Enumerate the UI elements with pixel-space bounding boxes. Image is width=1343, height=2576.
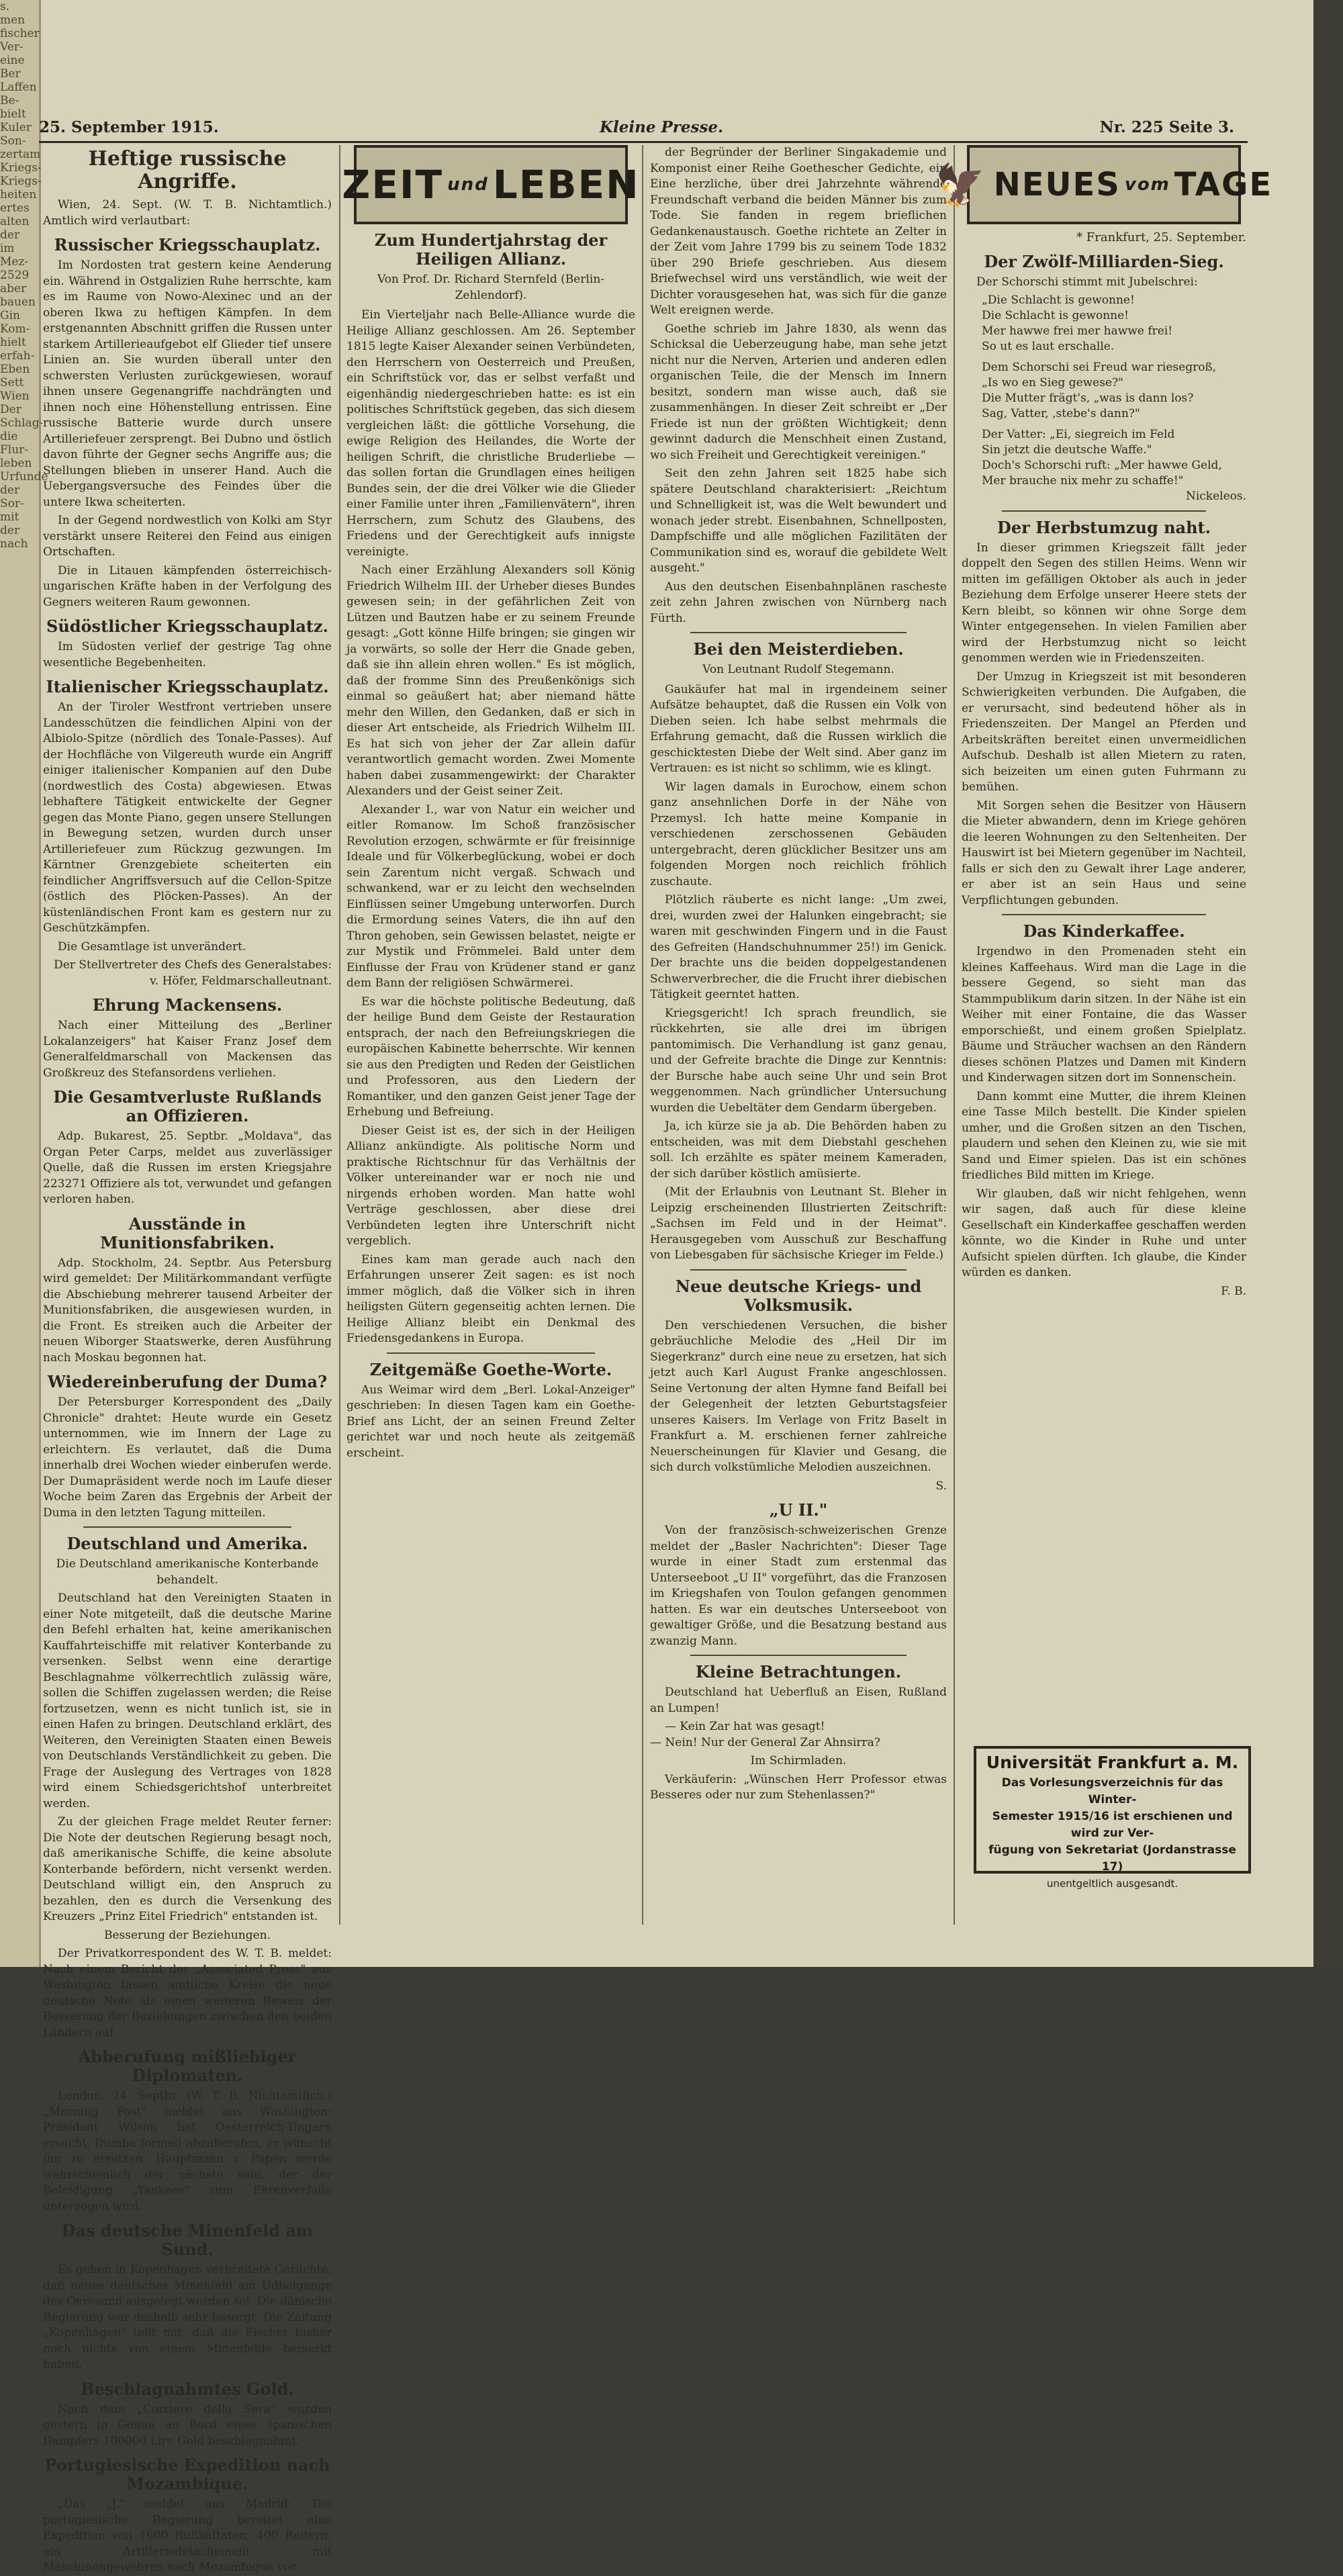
article-text: Im Nordosten trat gestern keine Aenderung ein. Während in Ostgalizien Ruhe herrschte, kam es im Raume von Nowo-Alexinec und an der oberen Ikwa zu heftigen Kämpfen. In dem erstgenannten Abschnitt griffen die Russen unter starkem Artillerieaufgebot elf Glieder tief unsere Linien an. Sie wurden überall unter den schwersten Verlusten zurückgewiesen, worauf ihnen unsere Gegenangriffe nachdrängten und ihnen noch eine Höhenstellung entrissen. Eine russische Batterie wurde durch unsere Artilleriefeuer zersprengt. Bei Dubno und östlich davon führte der Gegner sechs Angriffe aus; die Stellungen blieben in unserer Hand. Auch die Uebergangsversuche des Feindes über die untere Ikwa scheiterten. [43, 259, 332, 509]
page-edge [1313, 0, 1343, 1967]
gutter-fragment: zertam [0, 148, 41, 161]
article-title: Zeitgemäße Goethe-Worte. [369, 1359, 612, 1379]
gutter-fragment: Eben [0, 363, 30, 376]
byline: Von Leutnant Rudolf Stegemann. [702, 663, 894, 676]
ad-title: Universität Frankfurt a. M. [986, 1753, 1239, 1772]
gutter-fragment: bielt [0, 107, 26, 121]
article-text: Der Privatkorrespondent des W. T. B. meldet: Nach einem Bericht der „Associated Press" aus Washington fassen amtliche Kreise die neue deutsche Note als einen weiteren Beweis der Besserung der Beziehungen zwischen den beiden Ländern auf. [43, 1947, 332, 2039]
gutter-fragment: die [0, 430, 18, 443]
separator [1002, 510, 1206, 512]
article-text: Nach einer Erzählung Alexanders soll König Friedrich Wilhelm III. der Urheber dieses Bundes gewesen sein; in der gefährlichen Zeit von Lützen und Bautzen habe er zu seinem Freunde gesagt: „Gott könne Hilfe bringen; sie gingen wir ja vorwärts, so solle der Herr die Gnade geben, daß sie ihn allein ehren wollen." Es ist möglich, daß der fromme Sinn des Preußenkönigs sich einmal so geäußert hat; aber niemand hätte mehr den Willen, den Gedanken, daß er sich in dieser Art entscheide, als Friedrich Wilhelm III. Es hat sich von jeher der Zar allein dafür verantwortlich gemacht worden. Zwei Momente haben dabei zusammengewirkt: der Charakter Alexanders und der Geist seiner Zeit. [346, 563, 635, 798]
gutter-fragment: Schlag- [0, 416, 44, 430]
gutter-fragment: men [0, 13, 26, 27]
article-text: (Mit der Erlaubnis von Leutnant St. Bleher in Leipzig erscheinenden Illustrierten Zeitschrift: „Sachsen im Feld und in der Heimat". Herausgegeben vom Ausschuß zur Beschaffung von Liebesgaben für sächsische Krieger im Felde.) [650, 1185, 947, 1262]
gutter-fragment: Son- [0, 134, 26, 148]
gutter-fragment: im [0, 242, 15, 255]
signature: F. B. [1221, 1284, 1246, 1298]
gutter-fragment: mit [0, 510, 19, 524]
section-title: Portugiesische Expedition nach Mozambique. [44, 2455, 330, 2493]
article-text: In dieser grimmen Kriegszeit fällt jeder doppelt den Segen des stillen Heims. Wenn wir mitten im gefälligen Oktober als auch in jeder Beziehung dem Erfolge unserer Heere stets der Kern bleibt, so können wir ohne Sorge dem Winter entgegensehen. In vielen Familien aber wird der Herbstumzug nicht so leicht genommen werden wie in Friedenszeiten. [962, 541, 1246, 665]
gutter-fragment: der [0, 524, 20, 537]
masthead-zeit-und-leben: ZEIT und LEBEN [354, 145, 628, 224]
article-text: Die Gesamtlage ist unverändert. [58, 939, 246, 954]
article-text: Alexander I., war von Natur ein weicher und eitler Romanow. Im Schoß französischer Revolution erzogen, schwärmte er für freisinnige Ideale und für Völkerbeglückung, wobei er doch sein Zarentum nicht vergaß. Schwach und schwankend, war er zu leicht den wechselnden Einflüssen seiner Umgebung unterworfen. Durch die Ermordung seines Vaters, die ihn auf den Thron gehoben, sein Gewissen belastet, neigte er zur Mystik und Frömmelei. Bald unter dem Einflusse der Frau von Krüdener stand er ganz dem Bann der religiösen Schwärmerei. [346, 802, 635, 990]
separator [690, 1655, 907, 1656]
separator [387, 1352, 595, 1354]
poem-stanza: „Die Schlacht is gewonne! Die Schlacht is gewonne! Mer hawwe frei mer hawwe frei! So ut es laut erschalle. [982, 293, 1173, 353]
gutter-fragment: fischer [0, 27, 40, 40]
article-text: Goethe schrieb im Jahre 1830, als wenn das Schicksal die Ueberzeugung habe, man sehe jetzt nicht nur die Nerven, Arterien und anderen edlen organischen Teile, die der Mensch im Innern besitzt, sondern man wisse auch, daß sie zusammenhängen. In dieser Zeit schreibt er „Der Friede ist nun der größten Wichtigkeit; denn gewinnt dadurch die Menschheit einen Zustand, wo sich Freiheit und Gerechtigkeit vereinigen." [650, 322, 947, 462]
section-title: Das deutsche Minenfeld am Sund. [61, 2221, 314, 2259]
gutter-fragment: Urfunde [0, 470, 48, 484]
article-text: Es gehen in Kopenhagen verbreitete Gerüchte, daß neues deutsches Minenfeld am Udbelgange des Oeresund ausgelegt worden sei. Die dänische Regierung war deshalb sehr besorgt. Die Zeitung „Kopenhagen" teilt mit, daß die Fischer bisher noch nichts von einem Minenfelde bemerkt haben. [43, 2263, 332, 2371]
section-title: Ehrung Mackensens. [92, 995, 283, 1015]
poem-stanza: Dem Schorschi sei Freud war riesegroß, „Is wo en Sieg gewese?" Die Mutter frägt's, „was is dann los? Sag, Vatter, ,stebe's dann?" [982, 361, 1217, 420]
article-text: Aus Weimar wird dem „Berl. Lokal-Anzeiger" geschrieben: In diesen Tagen kam ein Goethe-Brief ans Licht, der an seinen Freund Zelter gerichtet war und noch heute als zeitgemäß erscheint. [346, 1383, 635, 1460]
article-text: Aus den deutschen Eisenbahnplänen rascheste zeit zehn Jahren zwischen von Nürnberg nach Fürth. [650, 580, 947, 625]
gutter-fragment: Ber [0, 67, 21, 81]
university-advertisement [974, 1746, 1251, 1890]
separator [83, 1526, 291, 1528]
gutter-fragment: bauen [0, 295, 36, 309]
ad-line: Das Vorlesungsverzeichnis für das Winter- [1001, 1776, 1223, 1806]
gutter-fragment: s. [0, 0, 10, 13]
column-2 [342, 145, 640, 1945]
article-text: London, 24. Septbr. (W. T. B. Nichtamtlich.) „Morning Post" meldet aus Washington: Präsident Wilson hat Oesterreich-Ungarn ersucht, Dumba formell abzuberufen, er wünscht ihn zu ersetzen. Hauptmann v. Papen werde wahrscheinlich der nächste sein, der der Beleidigung „Yankees" zum Ehrenverfalle unterzogen wird. [43, 2089, 332, 2213]
dateline: * Frankfurt, 25. September. [1076, 230, 1246, 244]
section-title: Russischer Kriegsschauplatz. [54, 235, 321, 255]
section-title: Ausstände in Munitionsfabriken. [100, 1213, 275, 1252]
gutter-fragment: Kriegs- [0, 161, 42, 175]
column-rule [339, 145, 340, 1925]
section-title: Die Gesamtverluste Rußlands an Offizieren. [53, 1087, 322, 1125]
section-title: Beschlagnahmtes Gold. [81, 2379, 294, 2399]
gutter-fragment: Wien [0, 389, 30, 403]
masthead-neues-vom-tage: 🦅 NEUES vom TAGE [967, 145, 1241, 224]
section-title: Abberufung mißliebiger Diplomaten. [78, 2047, 297, 2085]
gutter-fragment: heiten [0, 188, 37, 201]
separator [1002, 914, 1206, 915]
gutter-fragment: der [0, 484, 20, 497]
article-title: Bei den Meisterdieben. [693, 639, 904, 659]
gutter-fragment: aber [0, 282, 27, 295]
gutter-fragment: nach [0, 537, 28, 551]
eagle-icon: 🦅 [935, 161, 987, 209]
article-text: Plötzlich räuberte es nicht lange: „Um zwei, drei, wurden zwei der Halunken eingebracht; sie waren mit geschwinden Fingern und in die Faust des Gefreiten (Handschuhnummer 25!) im Genick. Der brachte uns die beiden doppelgestandenen Schwerverbrecher, die die Frucht ihrer diebischen Tätigkeit geerntet hatten. [650, 893, 947, 1001]
page-header [39, 118, 1248, 143]
article-text: — Kein Zar hat was gesagt! — Nein! Nur der General Zar Ahnsirra? [650, 1720, 880, 1749]
poem-stanza: Der Vatter: „Ei, siegreich im Feld Sin jetzt die deutsche Waffe." Doch's Schorschi ruft: „Mer hawwe Geld, Mer brauche nix mehr zu schaffe!" [982, 428, 1222, 488]
column-1 [43, 145, 332, 2574]
gutter-fragment: alten [0, 215, 30, 228]
column-rule [954, 145, 955, 1925]
article-text: Wir glauben, daß wir nicht fehlgehen, wenn wir sagen, daß auch für diese kleine Gesellschaft ein Kinderkaffee geschaffen werden könnte, wo die Kinder in Ruhe und unter Aufsicht spielen dürften. Ich glaube, die Kinder würden es danken. [962, 1187, 1246, 1279]
article-text: Kriegsgericht! Ich sprach freundlich, sie rückkehrten, sie alle drei im übrigen pantomimisch. Die Verhandlung ist ganz genau, und der Gefreite brachte die Dinge zur Kenntnis: der Bursche habe auch seine Uhr und sein Brot weggenommen. Nach gründlicher Untersuchung wurden die Uebeltäter dem Gendarm übergeben. [650, 1006, 947, 1115]
gutter-fragment: Sor- [0, 497, 24, 510]
article-text: Zu der gleichen Frage meldet Reuter ferner: Die Note der deutschen Regierung besagt noch, daß amerikanische Schiffe, die keine absolute Konterbande befördern, nicht versenkt werden. Deutschland willigt ein, den Anspruch zu bezahlen, den es durch die Versenkung des Kreuzers „Prinz Eitel Friedrich" entstanden ist. [43, 1815, 332, 1923]
header-date: 25. September 1915. [39, 118, 219, 136]
article-text: Die in Litauen kämpfenden österreichisch-ungarischen Kräfte haben in der Verfolgung des Gegners weiteren Raum gewonnen. [43, 563, 332, 609]
article-title: Der Zwölf-Milliarden-Sieg. [984, 251, 1224, 271]
article-text: Dann kommt eine Mutter, die ihrem Kleinen eine Tasse Milch bestellt. Die Kinder spielen umher, und die Großen sitzen an den Tischen, plaudern und sehen den Kleinen zu, wie sie mit Sand und Eimer spielen. Das ist ein schönes friedliches Bild mitten im Kriege. [962, 1089, 1246, 1182]
gutter-fragment: Kriegs- [0, 175, 42, 188]
gutter-fragment: Mez- [0, 255, 29, 269]
separator [690, 632, 907, 633]
article-text: Deutschland hat den Vereinigten Staaten in einer Note mitgeteilt, daß die deutsche Marine den Befehl erhalten hat, keine amerikanischen Kauffahrteischiffe mit relativer Konterbande zu versenken. Selbst wenn eine derartige Beschlagnahme völkerrechtlich zulässig wäre, sollen die Schiffen zugelassen werden; die Reise fortzusetzen, wenn es nicht tunlich ist, sie in einen Hafen zu bringen. Deutschland erklärt, des Weiteren, den Vereinigten Staaten einen Beweis von Deutschlands Verständlichkeit zu geben. Die Frage der Auslegung des Vertrages von 1828 wird einem Schiedsgerichtshof unterbreitet werden. [43, 1592, 332, 1810]
article-text: Dieser Geist ist es, der sich in der Heiligen Allianz ankündigte. Als politische Norm und praktische Richtschnur für das Verhältnis der Völker untereinander war er noch nie und nirgends erhoben worden. Man hatte wohl Verträge geschlossen, aber diese drei Verbündeten legten ihre Unterschrift nicht vergeblich. [346, 1123, 635, 1248]
article-text: Nach einer Mitteilung des „Berliner Lokalanzeigers" hat Kaiser Franz Josef dem Generalfeldmarschall von Mackensen das Großkreuz des Stefansordens verliehen. [43, 1019, 332, 1080]
gutter-fragment: ertes [0, 201, 30, 215]
article-text: Der Petersburger Korrespondent des „Daily Chronicle" drahtet: Heute wurde ein Gesetz unternommen, wie im Innern der Lage zu erleichtern. Es verlautet, daß die Duma innerhalb drei Wochen wieder einberufen werde. Der Dumapräsident werde noch im Laufe dieser Woche beim Zaren das Ergebnis der Arbeit der Duma in den letzten Tagung mitteilen. [43, 1395, 332, 1520]
article-text: In der Gegend nordwestlich von Kolki am Styr verstärkt unsere Reiterei den Feind aus einigen Ortschaften. [43, 514, 332, 559]
section-title: Südöstlicher Kriegsschauplatz. [46, 616, 328, 636]
article-title: Zum Hundertjahrstag der Heiligen Allianz. [374, 230, 608, 269]
left-page-gutter [0, 0, 48, 1967]
ad-line: unentgeltlich ausgesandt. [1046, 1878, 1178, 1890]
article-text: „Das „J." meldet aus Madrid: Die portugiesische Regierung bereitet eine Expedition von 1600 Rußkäftaten, 400 Reitern, ein Artilleriedetachement mit Maschinengewehren nach Mozambique vor. [43, 2497, 332, 2574]
column-3 [650, 145, 947, 1945]
gutter-fragment: Sett [0, 376, 24, 389]
article-text: Der Umzug in Kriegszeit ist mit besonderen Schwierigkeiten verbunden. Die Aufgaben, die er verursacht, sind bedeutend höher als in Friedenszeiten. Der Mangel an Pferden und Arbeitskräften bereitet einen unvermeidlichen Aufschub. Deshalb ist allen Mietern zu raten, sich beizeiten um einen guten Fuhrmann zu bemühen. [962, 670, 1246, 794]
section-title: Italienischer Kriegsschauplatz. [46, 677, 329, 696]
article-text: Im Südosten verlief der gestrige Tag ohne wesentliche Begebenheiten. [43, 640, 332, 670]
headline-russian-attacks: Heftige russische Angriffe. [88, 147, 287, 193]
article-title: „U II." [769, 1500, 828, 1520]
article-text: Eines kam man gerade auch nach den Erfahrungen unserer Zeit sagen: es ist noch immer möglich, daß die Völker sich in ihren heiligsten Gütern gegenseitig achten lernen. Die Heilige Allianz bleibt ein Denkmal des Friedensgedankens in Europa. [346, 1252, 635, 1345]
article-title: Kleine Betrachtungen. [695, 1662, 902, 1682]
article-text: Von der französisch-schweizerischen Grenze meldet der „Basler Nachrichten": Dieser Tage wurde in einer Stadt zum erstenmal das Unterseeboot „U II" vorgeführt, das die Franzosen im Kriegshafen von Toulon gefangen genommen hatten. Es war ein deutsches Unterseeboot von gewaltiger Größe, und die Besatzung bestand aus zwanzig Mann. [650, 1524, 947, 1648]
gutter-fragment: Gin [0, 309, 20, 322]
byline: Von Prof. Dr. Richard Sternfeld (Berlin-Zehlendorf). [377, 273, 605, 302]
column-4 [935, 145, 1273, 1737]
signature: Nickeleos. [1185, 490, 1246, 503]
signature: S. [935, 1479, 947, 1493]
subtitle: Im Schirmladen. [750, 1754, 847, 1767]
article-text: Deutschland hat Ueberfluß an Eisen, Rußland an Lumpen! [650, 1686, 947, 1715]
article-text: Adp. Stockholm, 24. Septbr. Aus Petersburg wird gemeldet: Der Militärkommandant verfügte die Abschiebung mehrerer tausend Arbeiter der Munitionsfabriken, die ausgewiesen wurden, in die Front. Es streiken auch die Arbeiter der neuen Wiborger Staatswerke, deren Ausführung nach Moskau begonnen hat. [43, 1256, 332, 1365]
gutter-fragment: Be- [0, 94, 19, 107]
column-rule [642, 145, 643, 1925]
gutter-fragment: leben [0, 457, 32, 470]
poem-intro: Der Schorschi stimmt mit Jubelschrei: [976, 275, 1198, 289]
article-title: Der Herbstumzug naht. [997, 517, 1211, 537]
gutter-fragment: Der [0, 403, 21, 416]
gutter-fragment: der [0, 228, 20, 242]
article-text: Wir lagen damals in Eurochow, einem schon ganz ansehnlichen Dorfe in der Nähe von Przemysl. Ich hatte meine Kompanie in verschiedenen zerschossenen Gebäuden untergebracht, deren glücklicher Besitzer uns am folgenden Morgen noch reichlich fröhlich zuschaute. [650, 780, 947, 888]
gutter-fragment: 2529 [0, 269, 30, 282]
subtitle: Die Deutschland amerikanische Konterbande behandelt. [56, 1557, 319, 1587]
section-title: Deutschland und Amerika. [66, 1534, 308, 1553]
article-text: Mit Sorgen sehen die Besitzer von Häusern die Mieter abwandern, denn im Kriege gehören die leeren Wohnungen zu den Seltenheiten. Der Hauswirt ist bei Mietern gegenüber im Nachteil, falls er sich den zu Gewalt ihrer Lage anderer, er aber ist an sein Haus und seine Verpflichtungen gebunden. [962, 798, 1246, 907]
article-text: Ein Vierteljahr nach Belle-Alliance wurde die Heilige Allianz geschlossen. Am 26. September 1815 legte Kaiser Alexander seinen Verbündeten, den Herrschern von Oesterreich und Preußen, ein Schriftstück vor, das er selbst verfaßt und eigenhändig niedergeschrieben hatte: es ist ein politisches Schriftstück gegeben, das sich diesem vergleichen läßt: die göttliche Vorsehung, die ewige Religion des Heilandes, die Worte der heiligen Schrift, die christliche Bruderliebe — das sollen fortan die Grundlagen eines heiligen Bundes sein, der die drei Völker wie die Glieder einer Familie unter ihren „Familienvätern", ihren Herrschern, zum Schutz des Glaubens, des Friedens und der Gerechtigkeit aufs innigste vereinigte. [346, 308, 635, 559]
header-newspaper-name: Kleine Presse. [600, 118, 724, 136]
article-text: Gaukäufer hat mal in irgendeinem seiner Aufsätze behauptet, daß die Russen ein Volk von Dieben seien. Ich habe selbst mehrmals die Erfahrung gemacht, daß die Russen wirklich die geschicktesten Diebe der Welt sind. Aber ganz im Vertrauen: es ist nicht so schlimm, wie es klingt. [650, 682, 947, 775]
article-text: Irgendwo in den Promenaden steht ein kleines Kaffeehaus. Wird man die Lage in die bessere Gegend, so sieht man das Stammpublikum darin sitzen. In der Nähe ist ein Weiher mit einer Fontaine, die das Wasser emporschießt, und einem großen Spielplatz. Bäume und Sträucher wachsen an den Rändern dieses schönen Platzes und Damen mit Kindern und Kinderwagen sitzen dort im Sonnenschein. [962, 945, 1246, 1085]
article-text: Es war die höchste politische Bedeutung, daß der heilige Bund dem Geiste der Restauration entsprach, der nach den Befreiungskriegen die europäischen Kabinette beherrschte. Wir kennen sie aus den Predigten und Reden der Geistlichen und Professoren, aus den Liedern der Romantiker, und den ganzen Geist jener Tage der Erhebung und Befreiung. [346, 995, 635, 1119]
gutter-fragment: Flur- [0, 443, 29, 457]
gutter-fragment: Ver- [0, 40, 24, 54]
article-title: Das Kinderkaffee. [1023, 921, 1185, 941]
article-text: der Begründer der Berliner Singakademie und Komponist einer Reihe Goethescher Gedichte, ein Eine herzliche, über drei Jahrzehnte währende Freundschaft verband die beiden Männer bis zum Tode. Sie fanden in regem brieflichen Gedankenaustausch. Goethe richtete an Zelter in der Zeit vom Jahre 1799 bis zu seinem Tode 1832 über 290 Briefe geschrieben. Aus diesem Briefwechsel wird uns verständlich, wie weit der Dichter vorausgesehen hat, was sich für die ganze Welt ereignen werde. [650, 146, 947, 317]
article-text: An der Tiroler Westfront vertrieben unsere Landesschützen die feindlichen Alpini von der Albiolo-Spitze (nördlich des Tonale-Passes). Auf der Hochfläche von Vilgereuth wurde ein Angriff einiger italienischer Kompanien auf den Dube (nordwestlich des Costa) abgewiesen. Etwas lebhaftere Tätigkeit entwickelte der Gegner gegen das Monte Piano, gegen unsere Stellungen in Bewegung setzen, wurden durch unser Artilleriefeuer zum Rückzug gezwungen. Im Kärntner Grenzgebiete scheiterten ein feindlicher Angriffsversuch auf die Cellon-Spitze (östlich des Plöcken-Passes). An der küstenländischen Front kam es gestern nur zu Geschützkämpfen. [43, 700, 332, 935]
article-text: Seit den zehn Jahren seit 1825 habe sich spätere Deutschland charakterisiert: „Reichtum und Schnelligkeit ist, was die Welt bewundert und wonach jeder strebt. Eisenbahnen, Schnellposten, Dampfschiffe und alle möglichen Fazilitäten der Communikation sind es, worauf die gebildete Welt ausgeht." [650, 467, 947, 575]
article-text: Adp. Bukarest, 25. Septbr. „Moldava", das Organ Peter Carps, meldet aus zuverlässiger Quelle, daß die Russen im ersten Kriegsjahre 223271 Offiziere als tot, verwundet und gefangen verloren haben. [43, 1130, 332, 1206]
section-title: Wiedereinberufung der Duma? [47, 1372, 328, 1391]
ad-line: fügung von Sekretariat (Jordanstrasse 17) [988, 1843, 1236, 1874]
gutter-fragment: Kuler [0, 121, 32, 134]
header-page-number: Nr. 225 Seite 3. [1099, 118, 1234, 136]
article-text: Ja, ich kürze sie ja ab. Die Behörden haben zu entscheiden, was mit dem Diebstahl geschehen soll. Ich erzählte es später meinem Kameraden, der sich darüber köstlich amüsierte. [650, 1119, 947, 1181]
article-title: Neue deutsche Kriegs- und Volksmusik. [675, 1276, 922, 1315]
gutter-fragment: erfah- [0, 349, 35, 363]
signature: Der Stellvertreter des Chefs des Generalstabes: v. Höfer, Feldmarschalleutnant. [54, 958, 332, 988]
article-text: Den verschiedenen Versuchen, die bisher gebräuchliche Melodie des „Heil Dir im Siegerkranz" durch eine neue zu ersetzen, hat sich jetzt auch Karl August Franke angeschlossen. Seine Vertonung der alten Hymne fand Beifall bei der Gelegenheit der letzten Geburtstagsfeier unseres Kaisers. Im Verlage von Fritz Baselt in Frankfurt a. M. erschienen ferner zahlreiche Neuerscheinungen für Klavier und Gesang, die sich durch volkstümliche Melodien auszeichnen. [650, 1318, 947, 1474]
article-text: Verkäuferin: „Wünschen Herr Professor etwas Besseres oder nur zum Stehenlassen?" [650, 1772, 947, 1802]
subtitle: Besserung der Beziehungen. [104, 1928, 271, 1942]
separator [690, 1269, 907, 1271]
article-text: Nach dem „Corriere della Sera" wurden gestern in Genua an Bord eines spanischen Dampfers 100000 Lire Gold beschlagnahmt. [43, 2402, 332, 2448]
gutter-fragment: Laffen [0, 81, 37, 94]
gutter-fragment: Kom- [0, 322, 30, 336]
dateline: Wien, 24. Sept. (W. T. B. Nichtamtlich.) Amtlich wird verlautbart: [43, 198, 332, 228]
gutter-fragment: eine [0, 54, 25, 67]
gutter-fragment: hielt [0, 336, 26, 349]
ad-line: Semester 1915/16 ist erschienen und wird zur Ver- [992, 1810, 1233, 1840]
